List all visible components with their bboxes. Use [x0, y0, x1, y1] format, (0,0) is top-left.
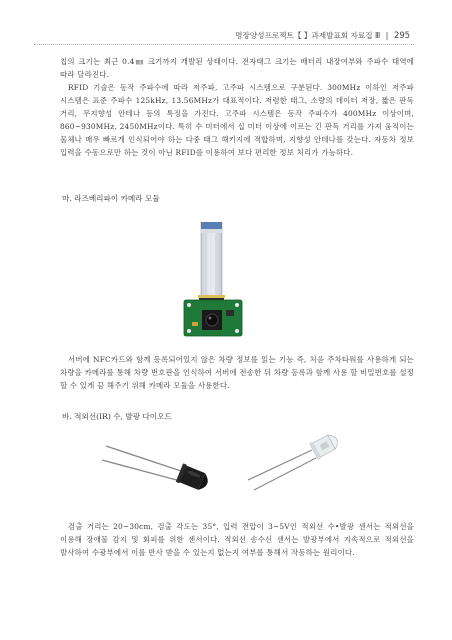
section-heading-camera: 마. 라즈베리파이 카메라 모듈 — [62, 194, 160, 203]
paragraph-camera-usage: 서버에 NFC카드와 함께 등록되어있지 않은 차량 정보를 읽는 기능 즉, 처음 주차타워를 사용하게 되는 차량을 카메라를 통해 차량 번호판을 인식하여 서버에 전송한 뒤 차량 등록과 함께 사용 할 비밀번호를 설정 할 수 있게 끔 해주기 위해 카메라 모듈을 사용한다. — [60, 355, 414, 391]
paragraph-chip-size: 칩의 크기는 최근 0.4㎜ 크기까지 개발된 상태이다. 전자태그 크기는 배터리 내장여부와 주파수 대역에 따라 달라진다. — [60, 57, 414, 80]
ir-emitter-image — [244, 424, 354, 496]
camera-lens — [206, 314, 218, 326]
header-separator: ‖ — [385, 31, 389, 40]
header-text — [235, 30, 410, 41]
page-number: 295 — [394, 30, 410, 40]
ribbon-cable — [201, 222, 222, 300]
section-heading-ir: 바. 적외선(IR) 수, 발광 다이오드 — [62, 412, 172, 421]
ir-receiver-image — [100, 432, 230, 510]
header-title: 명장양성프로젝트【 】과제발표회 자료집 Ⅲ — [235, 31, 381, 40]
paragraph-ir-sensor: 검출 거리는 20~30cm, 검출 각도는 35°, 입력 전압이 3~5V인 적외선 수•발광 센서는 적외선을 이용해 장애물 감지 및 회피를 위한 센서이다. 적외선 송수신 센서는 발광부에서 지속적으로 적외선을 발사하여 수광부에서 이를 반사 받을 수 있는지 없는지 여부를 통해서 작동하는 원리이다. — [60, 522, 414, 558]
camera-module-image — [180, 222, 250, 338]
paragraph-rfid-frequency: RFID 기술은 동작 주파수에 따라 저주파, 고주파 시스템으로 구분된다. 300MHz 이하인 저주파 시스템은 표준 주파수 125kHz, 13.56MHz가 대표적이다. 저렴한 태그, 소량의 데이터 저장, 짧은 판독 거리, 무지향성 안테나 등의 특징을 가진다. 고주파 시스템은 동작 주파수가 400MHz 이상이며, 860~930MHz, 2450MHz이다. 특히 수 미터에서 십 미터 이상에 이르는 긴 판독 거리를 가져 움직이는 물체나 매우 빠르게 인식되어야 하는 다중 태그 해키지에 적합하며, 지향성 안테나를 갖는다. 자동차 정보 입력을 수동으로만 하는 것이 아닌 RFID를 이용하여 보다 편리한 정보 처리가 가능하다. — [60, 83, 414, 158]
page-header — [34, 30, 414, 45]
